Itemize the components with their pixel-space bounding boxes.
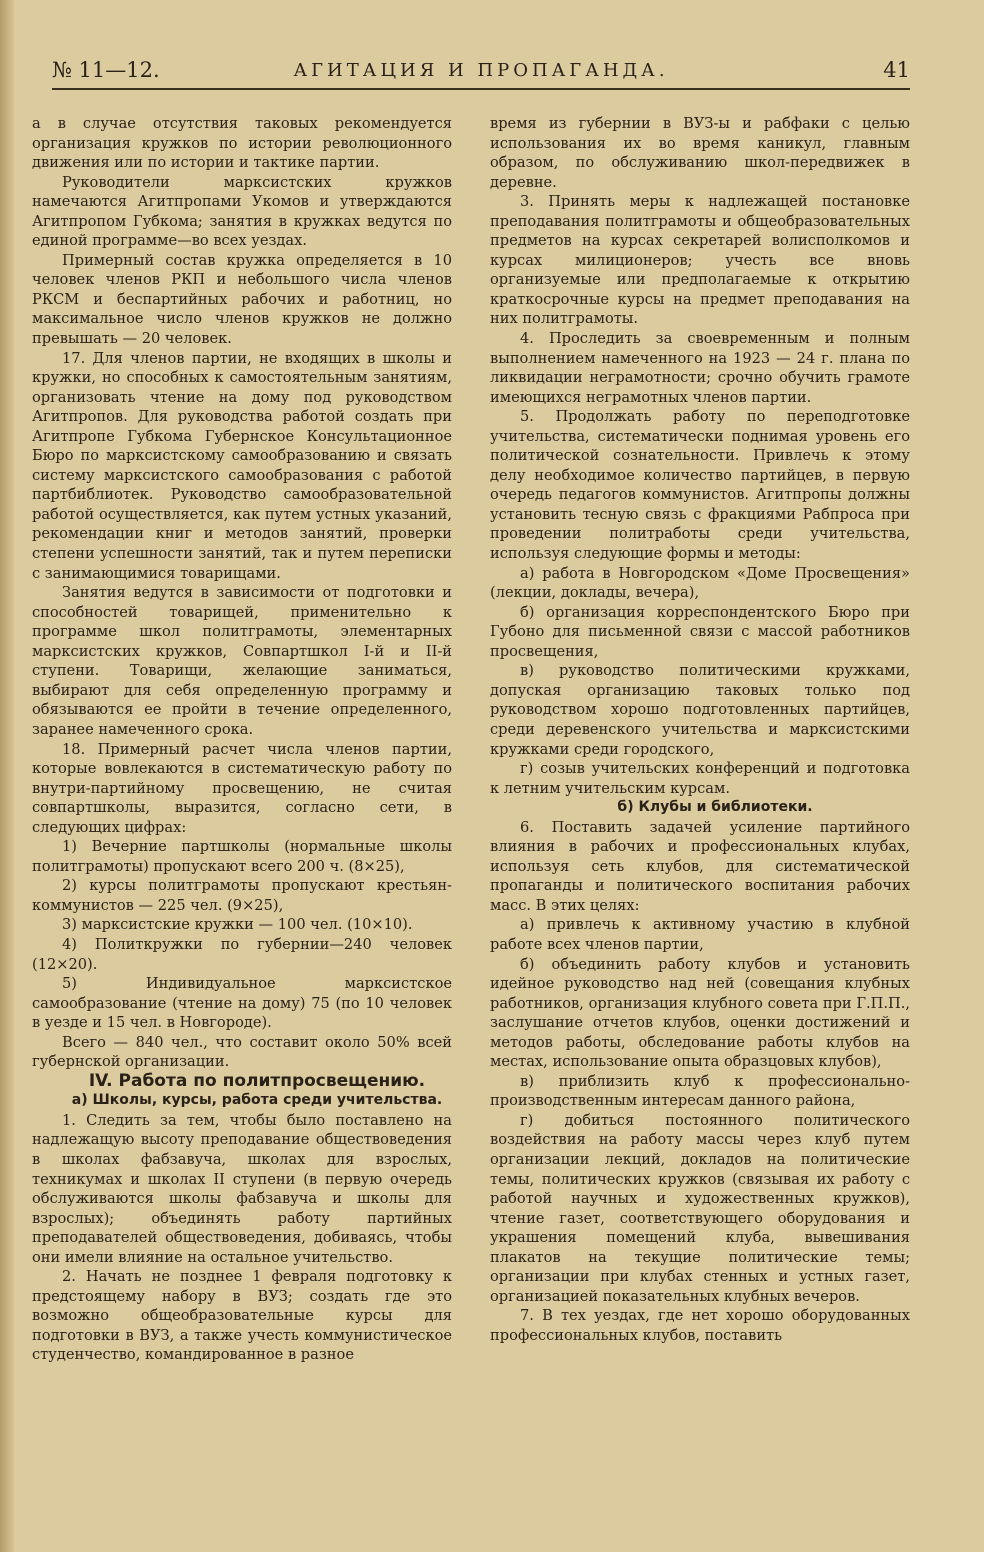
section-heading: IV. Работа по политпросвещению. [88,1070,426,1091]
list-item: в) руководство политическими кружками, допуская организацию таковых только под руководством хорошо подготовленных партийцев, среди деревенского учительства и марксистскими кружками среди городского, [490,662,910,758]
list-item: 3) марксистские кружки — 100 чел. (10×10). [62,916,413,934]
right-column [490,114,910,1345]
paragraph: а в случае отсутствия таковых рекомендуется организация кружков по истории революционного движения или по истории и тактике партии. [32,115,452,172]
page-number: 41 [883,58,910,82]
paragraph: время из губернии в ВУЗ-ы и рабфаки с целью использования их во время каникул, главным образом, по обслуживанию школ-передвижек в деревне. [490,115,910,191]
list-item: б) объединить работу клубов и установить идейное руководство над ней (совещания клубных работников, организация клубного совета при Г.П.П., заслушание отчетов клубов, оценки достижений и методов работы, обследование работы клубов на местах, использование опыта образцовых клубов), [490,955,910,1071]
paragraph: Руководители марксистских кружков намечаются Агитпропами Укомов и утверждаются Агитпропом Губкома; занятия в кружках ведутся по единой программе—во всех уездах. [32,173,452,250]
issue-number: № 11—12. [52,58,160,82]
list-item: а) привлечь к активному участию в клубной работе всех членов партии, [490,916,910,953]
paragraph: 17. Для членов партии, не входящих в школы и кружки, но способных к самостоятельным занятиям, организовать чтение на дому под руководством Агитпропов. Для руководства работой создать при Агитпропе Губкома Губернское Консультационное Бюро по марксистскому самообразованию и связать систему марксистского самообразования с работой партбиблиотек. Руководство самообразовательной работой осуществляется, как путем устных указаний, рекомендации книг и методов занятий, проверки степени успешности занятий, так и путем переписки с занимающимися товарищами. [32,349,452,582]
subsection-heading: а) Школы, курсы, работа среди учительства. [71,1092,443,1109]
list-item: 2) курсы политграмоты пропускают крестьян-коммунистов — 225 чел. (9×25), [32,877,452,914]
paragraph: 5. Продолжать работу по переподготовке учительства, систематически поднимая уровень его политической сознательности. Привлечь к этому делу необходимое количество партийцев, в первую очередь педагогов коммунистов. Агитпропы должны установить тесную связь с фракциями Рабпроса при проведении политработы среди учительства, используя следующие формы и методы: [490,408,910,563]
list-item: а) работа в Новгородском «Доме Просвещения» (лекции, доклады, вечера), [490,564,910,602]
running-header [52,56,910,86]
list-item: б) организация корреспондентского Бюро при Губоно для письменной связи с массой работников просвещения, [490,603,910,660]
paragraph: Всего — 840 чел., что составит около 50% всей губернской организации. [32,1033,452,1071]
paragraph: 2. Начать не позднее 1 февраля подготовку к предстоящему набору в ВУЗ; создать где это возможно общеобразовательные курсы для подготовки в ВУЗ, а также учесть коммунистическое студенчество, командированное в разное [32,1268,452,1364]
list-item: 4) Политкружки по губернии—240 человек (12×20). [32,935,452,973]
list-item: г) созыв учительских конференций и подготовка к летним учительским курсам. [490,760,910,797]
list-item: 1) Вечерние партшколы (нормальные школы политграмоты) пропускают всего 200 ч. (8×25), [32,838,452,875]
paragraph: 18. Примерный расчет числа членов партии, которые вовлекаются в систематическую работу по внутри-партийному просвещению, не считая совпартшколы, выразится, согласно сети, в следующих цифрах: [32,740,452,836]
list-item: г) добиться постоянного политического воздействия на работу массы через клуб путем организации лекций, докладов на политические темы, политических кружков (связывая их работу с работой научных и художественных кружков), чтение газет, соответствующего оборудования и украшения помещений клуба, вывешивания плакатов на текущие политические темы; организации при клубах стенных и устных газет, организацией показательных клубных вечеров. [490,1111,910,1305]
binding-edge [0,0,14,1552]
journal-title: АГИТАЦИЯ И ПРОПАГАНДА. [293,60,669,81]
paragraph: Занятия ведутся в зависимости от подготовки и способностей товарищей, применительно к программе школ политграмоты, элементарных марксистских кружков, Совпартшкол I-й и II-й ступени. Товарищи, желающие заниматься, выбирают для себя определенную программу и обязываются ее пройти в течение определенного, заранее намеченного срока. [32,584,452,738]
paragraph: 1. Следить за тем, чтобы было поставлено на надлежащую высоту преподавание обществоведения в школах фабзавуча, школах для взрослых, техникумах и школах II ступени (в первую очередь обслуживаются школы фабзавуча и школы для взрослых); объединять работу партийных преподавателей обществоведения, добиваясь, чтобы они имели влияние на остальное учительство. [32,1111,452,1266]
subsection-heading: б) Клубы и библиотеки. [617,799,813,816]
paragraph: 3. Принять меры к надлежащей постановке преподавания политграмоты и общеобразовательных предметов на курсах секретарей волисполкомов и курсах милиционеров; учесть все вновь организуемые или предполагаемые к открытию краткосрочные курсы на предмет преподавания на них политграмоты. [490,193,910,328]
list-item: 5) Индивидуальное марксистское самообразование (чтение на дому) 75 (по 10 человек в уезде и 15 чел. в Новгороде). [32,975,452,1032]
header-rule [52,88,910,90]
left-column [32,114,452,1365]
paragraph: 7. В тех уездах, где нет хорошо оборудованных профессиональных клубов, поставить [490,1307,910,1344]
paragraph: Примерный состав кружка определяется в 10 человек членов РКП и небольшого числа членов РКСМ и беспартийных рабочих и работниц, но максимальное число членов кружков не должно превышать — 20 человек. [32,251,452,348]
paragraph: 6. Поставить задачей усиление партийного влияния в рабочих и профессиональных клубах, используя сеть клубов, для систематической пропаганды и политического воспитания рабочих масс. В этих целях: [490,818,910,914]
paragraph: 4. Проследить за своевременным и полным выполнением намеченного на 1923 — 24 г. плана по ликвидации неграмотности; срочно обучить грамоте имеющихся неграмотных членов партии. [490,330,910,406]
list-item: в) приблизить клуб к профессионально-производственным интересам данного района, [490,1072,910,1110]
